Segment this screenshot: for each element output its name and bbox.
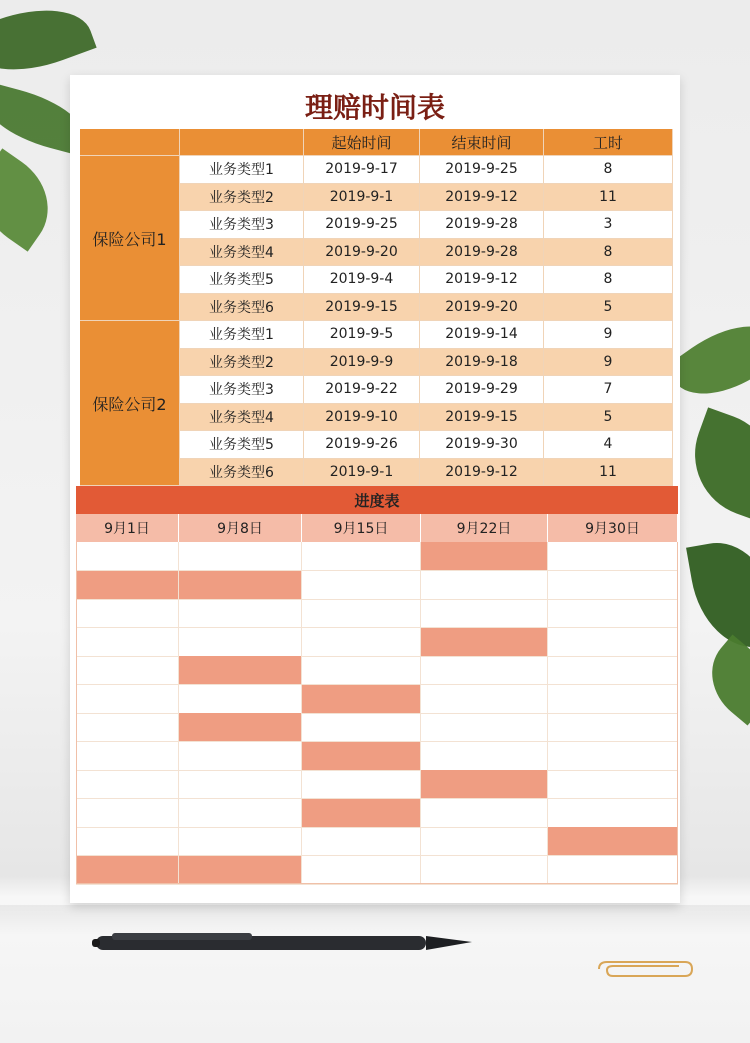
company-name: 保险公司1 [80,156,180,321]
plant-leaf-decoration [694,635,750,726]
date-header: 9月8日 [179,514,302,542]
table-cell-end: 2019-9-28 [420,211,544,239]
table-cell-end: 2019-9-28 [420,239,544,267]
table-cell-end: 2019-9-12 [420,459,544,487]
date-header: 9月15日 [302,514,421,542]
table-cell-type: 业务类型4 [180,239,304,267]
table-cell-type: 业务类型6 [180,294,304,322]
table-cell-start: 2019-9-9 [304,349,420,377]
date-header: 9月22日 [421,514,548,542]
plant-leaf-decoration [677,407,750,522]
table-cell-hours: 9 [544,349,673,377]
table-cell-start: 2019-9-1 [304,459,420,487]
table-cell-hours: 7 [544,376,673,404]
header-end: 结束时间 [420,129,544,156]
table-cell-start: 2019-9-22 [304,376,420,404]
plant-leaf-decoration [686,534,750,656]
progress-title: 进度表 [76,486,678,514]
table-cell-hours: 11 [544,459,673,487]
table-cell-hours: 4 [544,431,673,459]
header-col1 [80,129,180,156]
spreadsheet-paper [70,75,680,903]
table-cell-start: 2019-9-20 [304,239,420,267]
table-cell-hours: 8 [544,156,673,184]
table-cell-end: 2019-9-20 [420,294,544,322]
header-col2 [180,129,304,156]
table-cell-type: 业务类型1 [180,156,304,184]
table-cell-start: 2019-9-1 [304,184,420,212]
table-cell-type: 业务类型6 [180,459,304,487]
table-cell-hours: 8 [544,239,673,267]
table-cell-type: 业务类型4 [180,404,304,432]
plant-leaf-decoration [0,148,68,251]
table-cell-hours: 3 [544,211,673,239]
table-cell-type: 业务类型1 [180,321,304,349]
table-cell-end: 2019-9-14 [420,321,544,349]
date-header: 9月1日 [76,514,179,542]
table-cell-start: 2019-9-4 [304,266,420,294]
table-cell-hours: 8 [544,266,673,294]
table-cell-start: 2019-9-15 [304,294,420,322]
table-cell-hours: 5 [544,404,673,432]
table-cell-type: 业务类型3 [180,211,304,239]
table-cell-start: 2019-9-17 [304,156,420,184]
table-cell-start: 2019-9-5 [304,321,420,349]
company-name: 保险公司2 [80,321,180,486]
table-cell-start: 2019-9-10 [304,404,420,432]
paperclip-icon [595,960,695,978]
table-cell-type: 业务类型3 [180,376,304,404]
table-cell-type: 业务类型5 [180,266,304,294]
progress-grid-frame [76,542,678,884]
table-cell-start: 2019-9-25 [304,211,420,239]
table-cell-end: 2019-9-25 [420,156,544,184]
table-cell-type: 业务类型5 [180,431,304,459]
table-cell-hours: 9 [544,321,673,349]
date-header: 9月30日 [548,514,678,542]
table-cell-end: 2019-9-30 [420,431,544,459]
pen-icon [92,930,480,954]
table-cell-end: 2019-9-18 [420,349,544,377]
header-hours: 工时 [544,129,673,156]
table-cell-end: 2019-9-15 [420,404,544,432]
table-cell-end: 2019-9-12 [420,184,544,212]
table-cell-type: 业务类型2 [180,184,304,212]
table-cell-end: 2019-9-29 [420,376,544,404]
table-cell-hours: 5 [544,294,673,322]
table-cell-end: 2019-9-12 [420,266,544,294]
table-cell-hours: 11 [544,184,673,212]
page-title: 理赔时间表 [304,91,445,124]
table-cell-start: 2019-9-26 [304,431,420,459]
header-start: 起始时间 [304,129,420,156]
table-cell-type: 业务类型2 [180,349,304,377]
